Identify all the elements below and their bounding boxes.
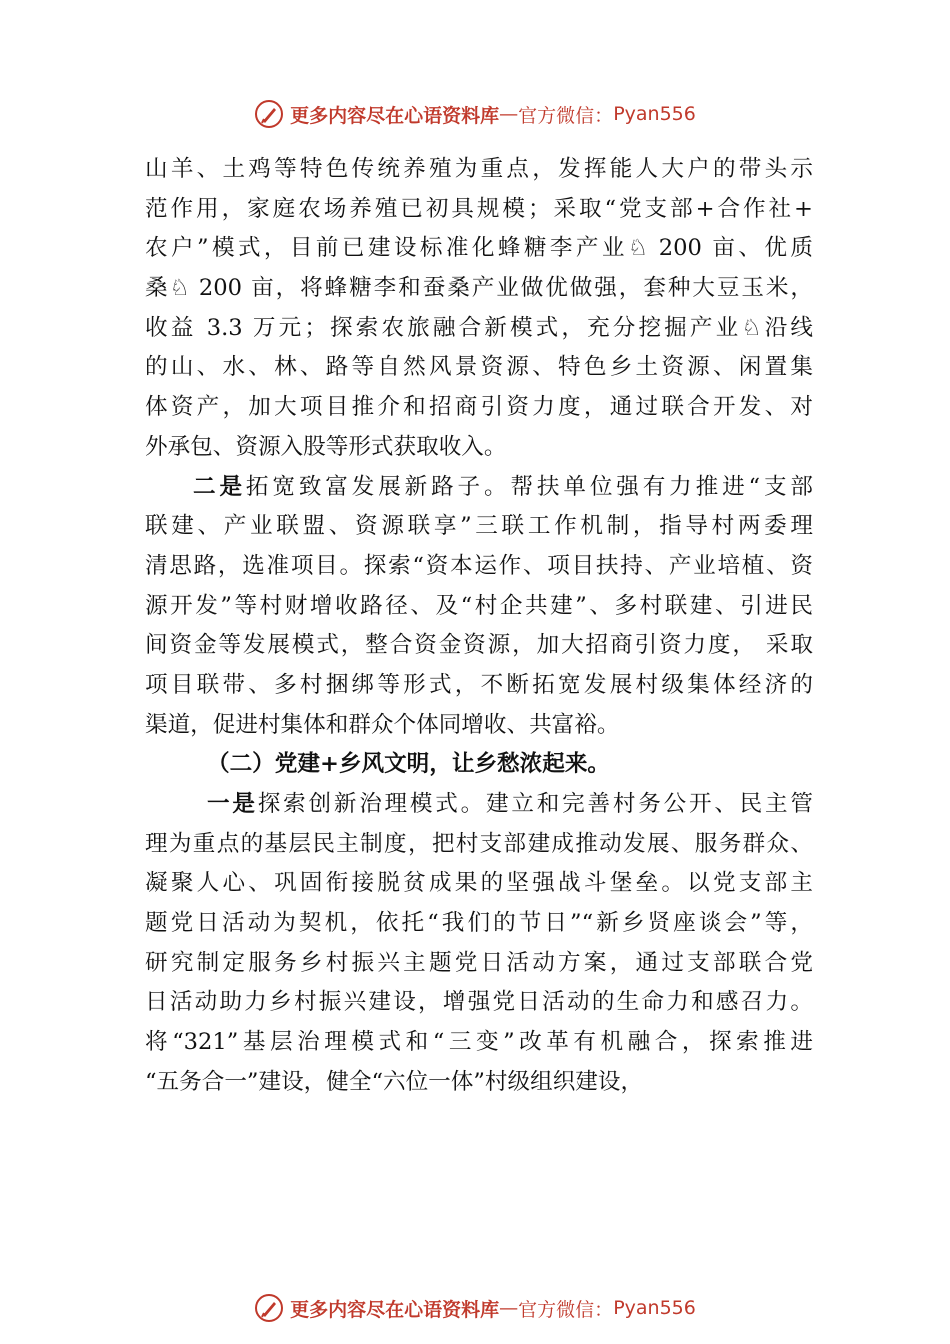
text-line: 的山、水、林、路等自然风景资源、特色乡土资源、闲置集 — [145, 354, 813, 381]
text-line: 源开发”等村财增收路径、及“村企共建”、多村联建、引进民 — [145, 592, 813, 619]
text-line: 收益 3.3 万元；探索农旅融合新模式，充分挖掘产业♘沿线 — [145, 314, 813, 341]
footer-banner — [0, 1288, 950, 1328]
text-line: 范作用，家庭农场养殖已初具规模；采取“党支部+合作社+ — [145, 195, 813, 222]
text-line: 研究制定服务乡村振兴主题党日活动方案，通过支部联合党 — [145, 949, 813, 976]
text-line: 体资产，加大项目推介和招商引资力度，通过联合开发、对 — [145, 394, 813, 421]
text-line: 日活动助力乡村振兴建设，增强党日活动的生命力和感召力。 — [145, 989, 813, 1016]
lead-label: 一是 — [207, 791, 258, 817]
banner-separator: — — [499, 1297, 519, 1319]
wechat-id: Pyan556 — [613, 103, 696, 125]
banner-separator: — — [499, 103, 519, 125]
text-line: 凝聚人心、巩固衔接脱贫成果的坚强战斗堡垒。以党支部主 — [145, 870, 813, 897]
text-line: 间资金等发展模式，整合资金资源，加大招商引资力度， 采取 — [145, 632, 813, 659]
library-text: 更多内容尽在心语资料库 — [290, 1298, 500, 1321]
text-line: 项目联带、多村捆绑等形式，不断拓宽发展村级集体经济的 — [145, 671, 813, 698]
wechat-id: Pyan556 — [613, 1297, 696, 1319]
wechat-label: 官方微信： — [518, 1298, 614, 1321]
text-line — [145, 785, 813, 825]
text-span: 拓宽致富发展新路子。帮扶单位强有力推进“支部 — [245, 473, 814, 500]
quill-logo-icon — [254, 99, 284, 129]
paragraph-2 — [145, 468, 813, 746]
text-line: 联建、产业联盟、资源联享”三联工作机制，指导村两委理 — [145, 513, 813, 540]
paragraph-1 — [145, 150, 813, 468]
text-line: 渠道，促进村集体和群众个体同增收、共富裕。 — [145, 711, 620, 738]
text-line: “五务合一”建设，健全“六位一体”村级组织建设， — [145, 1068, 644, 1095]
text-line: 理为重点的基层民主制度，把村支部建成推动发展、服务群众、 — [145, 830, 813, 857]
library-text: 更多内容尽在心语资料库 — [290, 104, 500, 127]
text-line: 题党日活动为契机，依托“我们的节日”“新乡贤座谈会”等， — [145, 910, 813, 937]
text-line: 山羊、土鸡等特色传统养殖为重点，发挥能人大户的带头示 — [145, 156, 813, 182]
header-banner — [0, 94, 950, 134]
paragraph-3 — [145, 785, 813, 1103]
section-heading: （二）党建+乡风文明，让乡愁浓起来。 — [207, 751, 611, 778]
text-line: 桑♘ 200 亩，将蜂糖李和蚕桑产业做优做强，套种大豆玉米， — [145, 275, 813, 302]
text-line — [145, 468, 813, 508]
text-line: 农户”模式，目前已建设标准化蜂糖李产业♘ 200 亩、优质 — [145, 235, 813, 262]
lead-label: 二是 — [193, 473, 246, 500]
text-line: 将“321”基层治理模式和“三变”改革有机融合，探索推进 — [145, 1029, 813, 1056]
text-line: 清思路，选准项目。探索“资本运作、项目扶持、产业培植、资 — [145, 552, 813, 579]
wechat-label: 官方微信： — [518, 104, 614, 127]
quill-logo-icon — [254, 1293, 284, 1323]
document-body — [145, 150, 813, 1103]
text-line: 外承包、资源入股等形式获取收入。 — [145, 433, 507, 460]
text-span: 探索创新治理模式。建立和完善村务公开、民主管 — [257, 791, 814, 817]
